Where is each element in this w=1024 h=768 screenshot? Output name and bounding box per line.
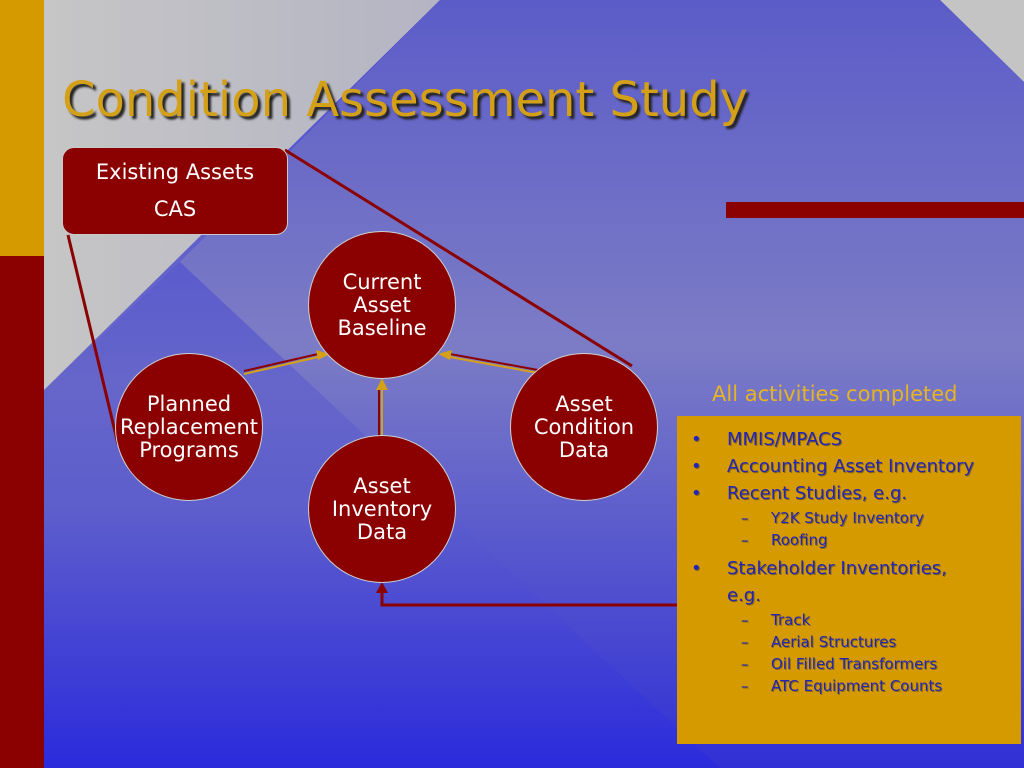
node-label-line: Asset — [555, 391, 613, 416]
planned-replacement-node — [115, 353, 263, 501]
node-label-line: Baseline — [337, 315, 427, 340]
asset-inventory-node — [308, 435, 456, 583]
list-item — [689, 453, 1015, 480]
node-label-line: Planned — [146, 391, 232, 416]
list-item-text: Stakeholder Inventories, — [727, 558, 947, 579]
sub-list-item — [689, 529, 1015, 551]
bullet: • — [691, 483, 702, 504]
list-item — [689, 480, 1015, 507]
node-label-line: Data — [356, 519, 408, 544]
node-label-line: Asset — [353, 473, 411, 498]
node-label-line: Programs — [139, 437, 239, 462]
list-item-continuation — [689, 582, 1015, 609]
sub-list-item-text: Roofing — [771, 531, 828, 549]
asset-condition-node — [510, 353, 658, 501]
bullet: • — [691, 456, 702, 477]
right-red-bar — [726, 202, 1024, 218]
sub-list-item — [689, 507, 1015, 529]
sub-list-item — [689, 631, 1015, 653]
slide-title: Condition Assessment Study — [62, 72, 749, 128]
node-label-line: Data — [558, 437, 610, 462]
dash: – — [741, 531, 749, 549]
node-label-line: Inventory — [331, 496, 433, 521]
dash: – — [741, 633, 749, 651]
sub-list-item-text: ATC Equipment Counts — [771, 677, 943, 695]
left-red-bar — [0, 256, 44, 768]
node-label-line: Replacement — [120, 414, 258, 439]
sub-list-item-text: Oil Filled Transformers — [771, 655, 938, 673]
sub-list-item-text: Y2K Study Inventory — [771, 509, 925, 527]
list-item — [689, 426, 1015, 453]
dash: – — [741, 655, 749, 673]
cas-label: CAS — [153, 197, 197, 221]
sub-list-item — [689, 653, 1015, 675]
list-item — [689, 555, 1015, 582]
sub-list-item-text: Aerial Structures — [771, 633, 897, 651]
bullet: • — [691, 429, 702, 450]
data-sources-box — [677, 416, 1021, 744]
existing-assets-box — [62, 147, 288, 235]
bullet: • — [691, 558, 702, 579]
existing-assets-label: Existing Assets — [95, 160, 255, 184]
dash: – — [741, 677, 749, 695]
dash: – — [741, 611, 749, 629]
list-item-text: MMIS/MPACS — [727, 429, 843, 450]
dash: – — [741, 509, 749, 527]
node-label-line: Current — [342, 269, 422, 294]
list-item-text: Accounting Asset Inventory — [727, 456, 975, 477]
node-label-line: Asset — [353, 292, 411, 317]
left-gold-bar — [0, 0, 44, 256]
sub-list-item — [689, 609, 1015, 631]
list-item-text: Recent Studies, e.g. — [727, 483, 908, 504]
completed-label: All activities completed — [712, 382, 958, 406]
node-label-line: Condition — [533, 414, 635, 439]
list-item-text: e.g. — [727, 585, 761, 606]
current-asset-baseline-node — [308, 231, 456, 379]
sub-list-item — [689, 675, 1015, 697]
sub-list-item-text: Track — [771, 611, 811, 629]
